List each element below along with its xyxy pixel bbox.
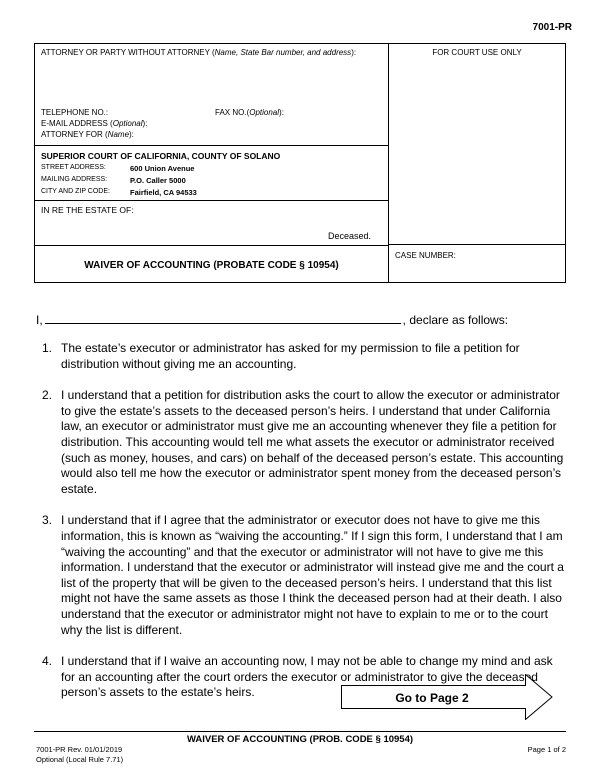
court-use-box: FOR COURT USE ONLY	[389, 44, 565, 245]
form-title-cell	[35, 246, 388, 284]
caption-box	[34, 43, 566, 283]
deceased-label: Deceased.	[327, 231, 371, 241]
list-item: 1. The estate’s executor or administrator has asked for my permission to file a petition for distribution without giving me an accounting.	[42, 341, 520, 371]
declarant-name-field[interactable]	[45, 313, 401, 324]
list-item: 3. I understand that if I agree that the administrator or executor does not have to give me this information, this is known as “waiving the accounting.” If I sign this form, I understand that I am “waiving the accounting” and that the executor or administrator will not have to give me this information. I understand that the executor or administrator will instead give me and the court a list of the property that will be given to the deceased person’s heirs. I understand that this list might not have the same assets as those I think the deceased person had at their death. I also understand that the executor or administrator might not have to explain to me or to the court why the list is different.	[42, 513, 564, 637]
city-zip-row: CITY AND ZIP CODE: Fairfield, CA 94533	[41, 188, 197, 197]
go-to-page-label: Go to Page 2	[395, 691, 469, 705]
form-number: 7001-PR	[532, 22, 572, 33]
go-to-page-2-button[interactable]	[341, 674, 553, 720]
caption-left-column	[35, 44, 389, 282]
declaration-line: I, , declare as follows:	[36, 313, 509, 327]
attorney-heading: ATTORNEY OR PARTY WITHOUT ATTORNEY (Name, State Bar number, and address):	[41, 48, 357, 57]
fax-label: FAX NO.(Optional):	[215, 108, 284, 117]
page-number: Page 1 of 2	[527, 745, 566, 754]
list-item: 4. I understand that if I waive an accounting now, I may not be able to change my mind and ask for an accounting after the court orders the executor or administrator to give the deceased person’s assets to the estate’s heirs.	[42, 654, 553, 700]
case-number-box: CASE NUMBER:	[395, 251, 456, 260]
form-title: WAIVER OF ACCOUNTING (PROBATE CODE § 10954)	[84, 260, 339, 271]
estate-label: IN RE THE ESTATE OF:	[41, 205, 134, 215]
email-label: E-MAIL ADDRESS (Optional):	[41, 119, 148, 128]
footer-divider	[34, 731, 566, 732]
attorney-section	[35, 44, 388, 146]
statement-list	[36, 341, 566, 717]
attorney-for-label: ATTORNEY FOR (Name):	[41, 130, 134, 139]
telephone-label: TELEPHONE NO.:	[41, 108, 109, 117]
court-title: SUPERIOR COURT OF CALIFORNIA, COUNTY OF SOLANO	[41, 151, 281, 161]
street-address-row: STREET ADDRESS: 600 Union Avenue	[41, 164, 195, 173]
footer-title: WAIVER OF ACCOUNTING (PROB. CODE § 10954)	[186, 734, 414, 745]
list-item: 2. I understand that a petition for distribution asks the court to allow the executor or administrator to give the estate’s assets to the deceased person’s heirs. I understand that under California law, an executor or administrator must give me an accounting whenever they file a petition for distribution. This accounting would tell me what assets the executor or administrator received (such as money, houses, and cars) on behalf of the deceased person’s estate. This accounting would also tell me how the executor or administrator spent money from the deceased person’s estate.	[42, 388, 564, 496]
mailing-address-row: MAILING ADDRESS: P.O. Caller 5000	[41, 176, 186, 185]
court-section	[35, 146, 388, 201]
caption-right-column	[389, 44, 565, 282]
footer-form-info: 7001-PR Rev. 01/01/2019 Optional (Local Rule 7.71)	[36, 745, 124, 764]
estate-section	[35, 201, 388, 246]
